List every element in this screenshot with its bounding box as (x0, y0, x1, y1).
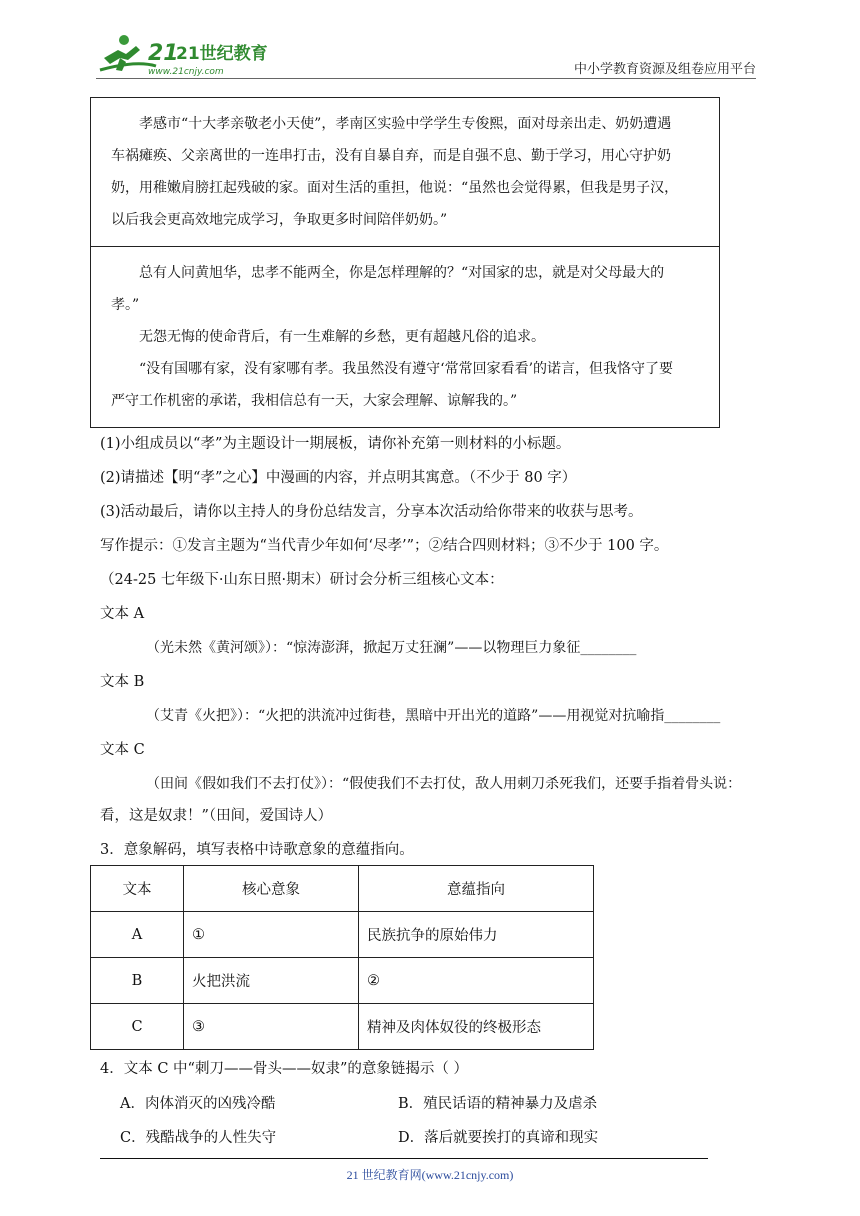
question-2: (2)请描述【明“孝”之心】中漫画的内容，并点明其寓意。（不少于 80 字） (100, 470, 577, 486)
table-cell: 民族抗争的原始伟力 (359, 912, 594, 958)
table-row (91, 912, 594, 958)
table-cell: ② (359, 958, 594, 1004)
source-line: （24-25 七年级下·山东日照·期末）研讨会分析三组核心文本： (100, 572, 504, 588)
material-boxes (90, 97, 720, 428)
question-3: (3)活动最后，请你以主持人的身份总结发言，分享本次活动给你带来的收获与思考。 (100, 504, 643, 520)
text-a-label: 文本 A (100, 606, 145, 622)
runner-logo-icon (96, 30, 268, 80)
material-paragraph: “没有国哪有家，没有家哪有孝。我虽然没有遵守‘常常回家看看’的诺言，但我恪守了要严守工作机密的承诺，我相信总有一天，大家会理解、谅解我的。” (111, 361, 674, 409)
option-b[interactable]: B．殖民话语的精神暴力及虐杀 (398, 1096, 598, 1112)
text-a-content: （光未然《黄河颂》）：“惊涛澎湃，掀起万丈狂澜”——以物理巨力象征________ (146, 640, 637, 656)
text-c-content-2: 看，这是奴隶！”（田间，爱国诗人） (100, 808, 333, 824)
svg-text:www.21cnjy.com: www.21cnjy.com (148, 67, 224, 77)
imagery-table (90, 865, 594, 1050)
option-a[interactable]: A．肉体消灭的凶残冷酷 (120, 1096, 276, 1112)
material-paragraph: 孝感市“十大孝亲敬老小天使”，孝南区实验中学学生专俊熙，面对母亲出走、奶奶遭遇车祸瘫痪、父亲离世的一连串打击，没有自暴自弃，而是自强不息、勤于学习，用心守护奶奶，用稚嫩肩膀扛起残破的家。面对生活的重担，他说：“虽然也会觉得累，但我是男子汉，以后我会更高效地完成学习，争取更多时间陪伴奶奶。” (111, 116, 679, 228)
svg-text:21世纪教育: 21世纪教育 (176, 44, 268, 64)
table-header-cell: 核心意象 (184, 866, 359, 912)
material-paragraph: 无怨无悔的使命背后，有一生难解的乡愁，更有超越凡俗的追求。 (139, 329, 545, 345)
table-cell: A (91, 912, 184, 958)
site-name: 中小学教育资源及组卷应用平台 (573, 62, 756, 77)
text-c-content-1: （田间《假如我们不去打仗》）：“假使我们不去打仗，敌人用刺刀杀死我们，还要手指着骨头说： (146, 776, 742, 792)
footer-divider (100, 1158, 708, 1159)
text-b-content: （艾青《火把》）：“火把的洪流冲过街巷，黑暗中开出光的道路”——用视觉对抗喻指________ (146, 708, 721, 724)
option-c[interactable]: C．残酷战争的人性失守 (120, 1130, 277, 1146)
table-row (91, 1004, 594, 1050)
text-c-label: 文本 C (100, 742, 145, 758)
question-3-title: 3．意象解码，填写表格中诗歌意象的意蕴指向。 (100, 842, 414, 858)
material-paragraph: 总有人问黄旭华，忠孝不能两全，你是怎样理解的？“对国家的忠，就是对父母最大的孝。” (111, 265, 665, 313)
footer-text: 21 世纪教育网(www.21cnjy.com) (346, 1168, 514, 1182)
header-divider (96, 78, 756, 79)
site-logo (96, 30, 268, 80)
table-cell: B (91, 958, 184, 1004)
question-4-title: 4．文本 C 中“刺刀——骨头——奴隶”的意象链揭示（ ） (100, 1061, 468, 1077)
table-cell: ① (184, 912, 359, 958)
writing-tip: 写作提示：①发言主题为“当代青少年如何‘尽孝’”；②结合四则材料；③不少于 100 字。 (100, 538, 669, 554)
table-row (91, 958, 594, 1004)
table-header-cell: 意蕴指向 (359, 866, 594, 912)
material-box-2 (91, 246, 719, 427)
table-header-row (91, 866, 594, 912)
table-cell: C (91, 1004, 184, 1050)
table-header-cell: 文本 (91, 866, 184, 912)
table-cell: ③ (184, 1004, 359, 1050)
material-box-1 (91, 98, 719, 246)
question-1: (1)小组成员以“孝”为主题设计一期展板，请你补充第一则材料的小标题。 (100, 436, 571, 452)
text-b-label: 文本 B (100, 674, 145, 690)
option-d[interactable]: D．落后就要挨打的真谛和现实 (398, 1130, 599, 1146)
svg-text:21: 21 (148, 41, 179, 66)
table-cell: 精神及肉体奴役的终极形态 (359, 1004, 594, 1050)
table-cell: 火把洪流 (184, 958, 359, 1004)
